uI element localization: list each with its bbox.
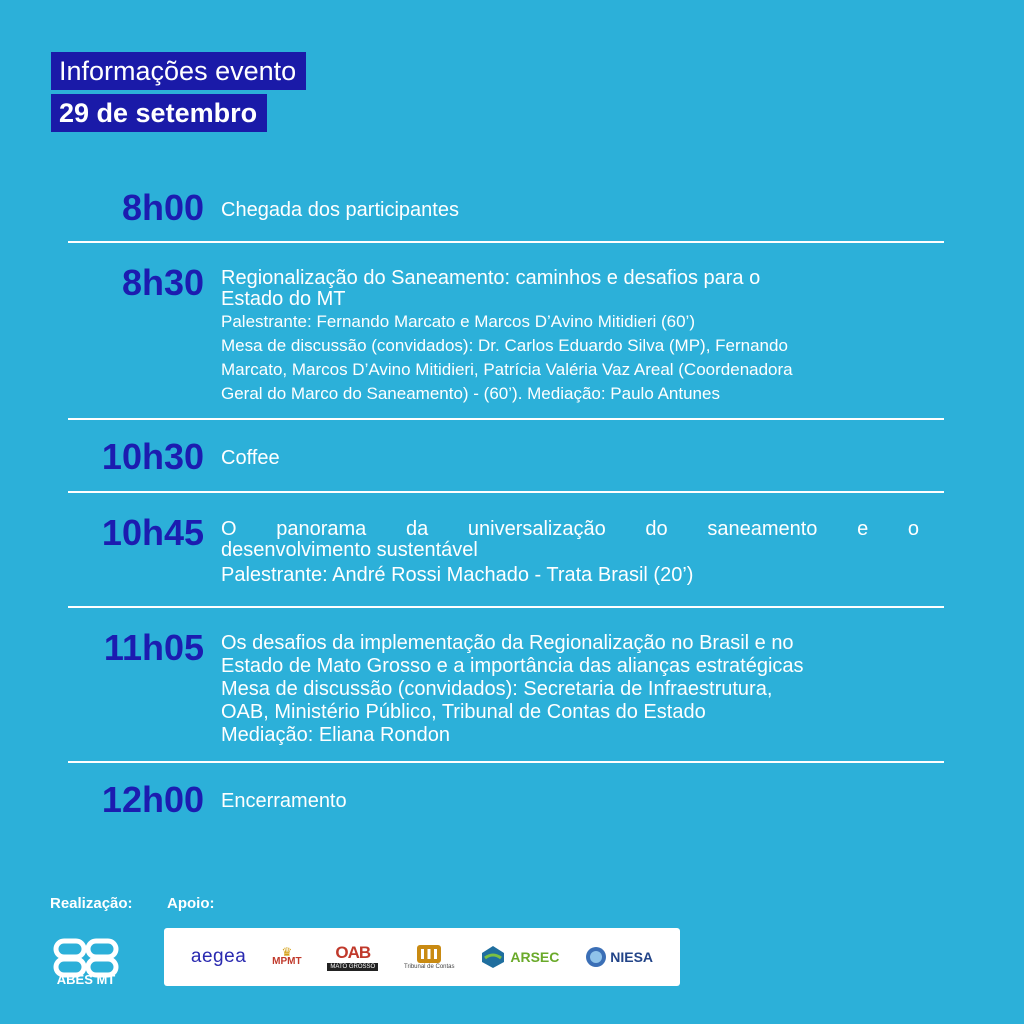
schedule-line: Mesa de discussão (convidados): Secretaria de Infraestrutura, (221, 678, 773, 700)
schedule-line: OAB, Ministério Público, Tribunal de Contas do Estado (221, 701, 706, 723)
schedule-content (221, 628, 919, 747)
schedule-time: 10h30 (101, 436, 204, 477)
schedule-line: Os desafios da implementação da Regionalização no Brasil e no (221, 632, 794, 654)
schedule-time: 11h05 (103, 627, 204, 668)
schedule-row (68, 437, 944, 477)
schedule-time: 8h30 (121, 262, 204, 303)
schedule-line: desenvolvimento sustentável (221, 539, 478, 561)
realizacao-label: Realização: (50, 895, 133, 912)
schedule-line: Chegada dos participantes (221, 199, 459, 221)
divider (68, 241, 944, 243)
schedule-detail-line: Marcato, Marcos D’Avino Mitidieri, Patrícia Valéria Vaz Areal (Coordenadora (221, 360, 793, 379)
arsec-emblem-icon (480, 944, 506, 970)
divider (68, 761, 944, 763)
divider (68, 491, 944, 493)
schedule-line: Palestrante: André Rossi Machado - Trata Brasil (20’) (221, 564, 694, 586)
schedule-content (221, 437, 919, 469)
schedule-content (221, 263, 919, 406)
schedule-row (68, 780, 944, 820)
schedule-row (68, 188, 944, 228)
arsec-logo-text: ARSEC (510, 949, 560, 965)
abes-logo-text: ABES MT (56, 972, 116, 987)
mpmt-crest-icon: ♛ (281, 945, 293, 959)
schedule-line: O panorama da universalização do saneamento e o (221, 518, 919, 540)
schedule-content (221, 513, 919, 586)
schedule-line: Encerramento (221, 790, 347, 812)
niesa-logo (585, 946, 653, 968)
apoio-label: Apoio: (167, 895, 215, 912)
event-info-title: Informações evento (51, 52, 306, 90)
schedule-title-line: Estado do MT (221, 288, 346, 310)
schedule-title-line: Regionalização do Saneamento: caminhos e desafios para o (221, 267, 761, 289)
tce-logo-text: Tribunal de Contas (404, 964, 455, 970)
tce-logo (404, 944, 454, 970)
mpmt-logo-text: MPMT (272, 956, 302, 967)
niesa-logo-text: NIESA (610, 949, 654, 965)
schedule-row (68, 263, 944, 406)
schedule (68, 184, 944, 820)
schedule-time: 8h00 (121, 187, 204, 228)
schedule-time: 10h45 (101, 512, 204, 553)
schedule-detail-line: Geral do Marco do Saneamento) - (60’). Mediação: Paulo Antunes (221, 384, 720, 403)
mpmt-logo (272, 947, 301, 967)
schedule-detail-line: Mesa de discussão (convidados): Dr. Carlos Eduardo Silva (MP), Fernando (221, 336, 788, 355)
schedule-line: Mediação: Eliana Rondon (221, 724, 451, 746)
schedule-detail-line: Palestrante: Fernando Marcato e Marcos D’Avino Mitidieri (60’) (221, 312, 695, 331)
oab-logo (327, 943, 378, 971)
oab-logo-subtext: MATO GROSSO (327, 963, 378, 971)
schedule-content (221, 780, 919, 812)
divider (68, 418, 944, 420)
schedule-content (221, 188, 919, 221)
sponsor-logos (164, 928, 680, 986)
aegea-logo: aegea (190, 946, 247, 967)
schedule-row (68, 513, 944, 586)
divider (68, 606, 944, 608)
event-date: 29 de setembro (51, 94, 267, 132)
tce-columns-icon (416, 944, 442, 964)
arsec-logo (480, 944, 559, 970)
schedule-time: 12h00 (101, 779, 204, 820)
schedule-row (68, 628, 944, 747)
schedule-line: Coffee (221, 447, 280, 469)
oab-logo-text: OAB (335, 943, 371, 962)
niesa-globe-icon (585, 946, 607, 968)
schedule-line: Estado de Mato Grosso e a importância das alianças estratégicas (221, 655, 804, 677)
